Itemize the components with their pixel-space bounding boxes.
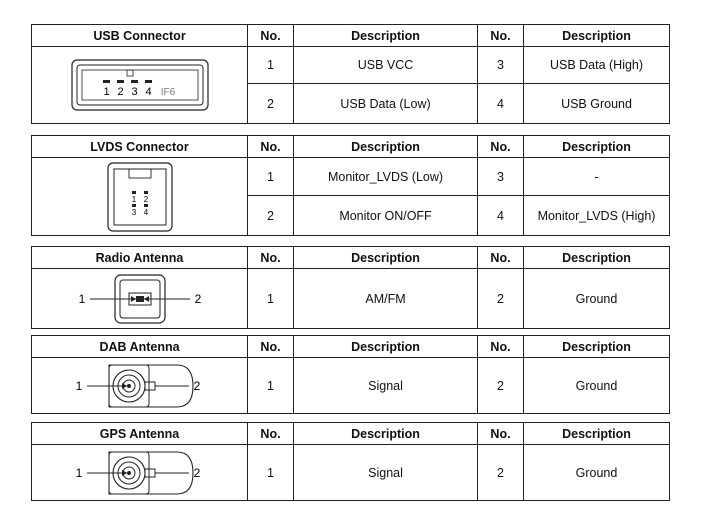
- description-header: Description: [294, 247, 478, 269]
- pin-number: 2: [248, 196, 294, 236]
- no-header: No.: [478, 25, 524, 47]
- radio-pin-label: 2: [194, 291, 201, 306]
- usb-pin-label: 1: [102, 86, 110, 98]
- dab-antenna-table: [31, 335, 670, 414]
- dab-pin-label: 1: [75, 378, 82, 393]
- lvds-connector-table: [31, 135, 670, 236]
- no-header: No.: [248, 336, 294, 358]
- no-header: No.: [478, 136, 524, 158]
- description-header: Description: [524, 247, 670, 269]
- pin-number: 2: [478, 269, 524, 329]
- gps-antenna-table: [31, 422, 670, 501]
- gps-antenna-title: GPS Antenna: [32, 423, 248, 445]
- gps-pin-label: 1: [75, 465, 82, 480]
- description-header: Description: [524, 25, 670, 47]
- usb-pin-label: 2: [116, 86, 124, 98]
- usb-connector-diagram: [32, 47, 248, 124]
- pin-description: Ground: [524, 445, 670, 501]
- usb-connector-table: [31, 24, 670, 124]
- dab-antenna-drawing: [65, 361, 215, 411]
- radio-antenna-drawing: [70, 272, 210, 326]
- pin-number: 4: [478, 196, 524, 236]
- no-header: No.: [478, 336, 524, 358]
- radio-pin-label: 1: [78, 291, 85, 306]
- dab-antenna-title: DAB Antenna: [32, 336, 248, 358]
- pin-description: USB Ground: [524, 84, 670, 124]
- usb-mark-label: IF6: [160, 87, 175, 98]
- no-header: No.: [478, 247, 524, 269]
- pin-description: AM/FM: [294, 269, 478, 329]
- pin-number: 3: [478, 158, 524, 196]
- no-header: No.: [248, 247, 294, 269]
- pin-description: Signal: [294, 445, 478, 501]
- no-header: No.: [248, 25, 294, 47]
- lvds-connector-diagram: [32, 158, 248, 236]
- description-header: Description: [524, 423, 670, 445]
- pin-description: Ground: [524, 358, 670, 414]
- description-header: Description: [294, 423, 478, 445]
- description-header: Description: [524, 136, 670, 158]
- dab-pin-label: 2: [193, 378, 200, 393]
- pin-description: -: [524, 158, 670, 196]
- pin-description: Signal: [294, 358, 478, 414]
- pin-description: Monitor_LVDS (Low): [294, 158, 478, 196]
- gps-pin-label: 2: [193, 465, 200, 480]
- pin-number: 1: [248, 158, 294, 196]
- description-header: Description: [294, 336, 478, 358]
- pin-number: 1: [248, 358, 294, 414]
- radio-antenna-title: Radio Antenna: [32, 247, 248, 269]
- lvds-pin-label: 1: [131, 194, 136, 204]
- pin-number: 4: [478, 84, 524, 124]
- description-header: Description: [524, 336, 670, 358]
- no-header: No.: [248, 136, 294, 158]
- pin-number: 1: [248, 269, 294, 329]
- pin-number: 2: [248, 84, 294, 124]
- pin-description: Monitor_LVDS (High): [524, 196, 670, 236]
- usb-pin-label: 3: [130, 86, 138, 98]
- usb-pin-label: 4: [144, 86, 152, 98]
- usb-connector-drawing: [70, 56, 210, 114]
- dab-antenna-diagram: [32, 358, 248, 414]
- no-header: No.: [248, 423, 294, 445]
- radio-antenna-table: [31, 246, 670, 329]
- pin-number: 3: [478, 47, 524, 84]
- pin-number: 1: [248, 47, 294, 84]
- no-header: No.: [478, 423, 524, 445]
- pin-description: USB Data (Low): [294, 84, 478, 124]
- pin-description: USB VCC: [294, 47, 478, 84]
- pin-description: Ground: [524, 269, 670, 329]
- radio-antenna-diagram: [32, 269, 248, 329]
- gps-antenna-drawing: [65, 448, 215, 498]
- description-header: Description: [294, 25, 478, 47]
- pin-number: 2: [478, 445, 524, 501]
- lvds-connector-drawing: [105, 160, 175, 234]
- pin-description: USB Data (High): [524, 47, 670, 84]
- lvds-pin-label: 4: [143, 207, 148, 217]
- pin-number: 1: [248, 445, 294, 501]
- description-header: Description: [294, 136, 478, 158]
- usb-connector-title: USB Connector: [32, 25, 248, 47]
- lvds-connector-title: LVDS Connector: [32, 136, 248, 158]
- lvds-pin-label: 3: [131, 207, 136, 217]
- lvds-pin-label: 2: [143, 194, 148, 204]
- pin-description: Monitor ON/OFF: [294, 196, 478, 236]
- pin-number: 2: [478, 358, 524, 414]
- gps-antenna-diagram: [32, 445, 248, 501]
